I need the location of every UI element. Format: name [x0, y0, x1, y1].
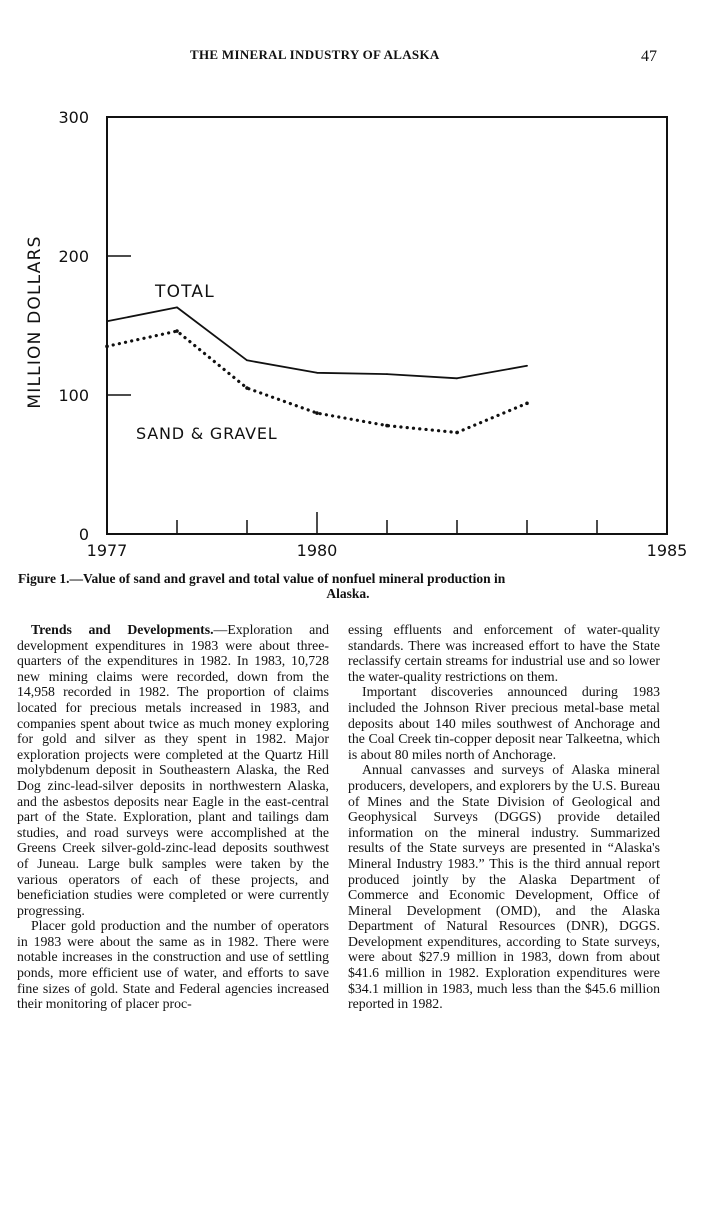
plot-frame — [107, 117, 667, 534]
data-point — [315, 411, 319, 415]
y-tick-label: 200 — [58, 247, 89, 266]
figure-caption — [18, 571, 678, 601]
line-chart — [0, 95, 712, 565]
data-point — [455, 431, 459, 435]
caption-line-2: Alaska. — [326, 586, 370, 601]
data-point — [105, 345, 109, 349]
chart-ticks — [58, 108, 687, 560]
x-tick-label: 1980 — [296, 541, 338, 560]
data-point — [316, 372, 318, 374]
chart-series — [105, 307, 529, 435]
y-tick-label: 300 — [58, 108, 89, 127]
data-point — [176, 307, 178, 309]
section-run-in-heading: Trends and Developments. — [31, 622, 214, 637]
data-point — [385, 424, 389, 428]
data-point — [386, 373, 388, 375]
series-line-sand-gravel — [107, 331, 527, 432]
series-line-total — [107, 307, 527, 378]
data-point — [106, 320, 108, 322]
paragraph: essing effluents and enforcement of water-quality standards. There was increased effort to have the State reclassify certain streams for industrial use and so lower the water-quality restrictions on them. — [348, 622, 660, 684]
paragraph-text: —Exploration and development expenditures in 1983 were about three-quarters of the expenditures in 1982. In 1983, 10,728 new mining claims were recorded, down from the 14,958 recorded in 1982. The proportion of claims located for precious metals increased in 1983, and companies spent about twice as much money exploring for gold and silver as they spent in 1982. Major exploration projects were completed at the Quartz Hill molybdenum deposit in Southeastern Alaska, the Red Dog zinc-lead-silver deposits in northwestern Alaska, and the asbestos deposits near Eagle in the east-central part of the State. Exploration, plant and tailings dam studies, and road surveys were accomplished at the Greens Creek silver-gold-zinc-lead deposits southwest of Juneau. Large bulk samples were taken by the various operators of each of these projects, and beneficiation studies were completed or were currently progressing. — [17, 622, 329, 918]
data-point — [175, 329, 179, 333]
paragraph: Annual canvasses and surveys of Alaska mineral producers, developers, and explorers by the U.S. Bureau of Mines and the State Division of Geological and Geophysical Surveys (DGGS) provide detailed information on the mineral industry. Summarized results of the State surveys are presented in “Alaska's Mineral Industry 1983.” This is the third annual report produced jointly by the Alaska Department of Commerce and Economic Development, Office of Mineral Development (OMD), and the Alaska Department of Natural Resources (DNR), DGGS. Development expenditures, according to State surveys, were about $27.9 million in 1983, down from about $41.6 million in 1982. Exploration expenditures were $34.1 million in 1983, much less than the $45.6 million reported in 1982. — [348, 762, 660, 1012]
series-label-total: TOTAL — [155, 282, 215, 302]
data-point — [245, 386, 249, 390]
data-point — [525, 402, 529, 406]
data-point — [526, 365, 528, 367]
chart-axes — [107, 117, 667, 534]
data-point — [456, 377, 458, 379]
paragraph: Placer gold production and the number of operators in 1983 were about the same as in 1982. There were notable increases in the construction and use of settling ponds, more efficient use of water, and efforts to save fine sizes of gold. State and Federal agencies increased their monitoring of placer proc- — [17, 918, 329, 1012]
body-column-left — [17, 622, 329, 1012]
y-tick-label: 100 — [58, 386, 89, 405]
series-label-sand-gravel: SAND & GRAVEL — [136, 424, 278, 443]
x-tick-label: 1977 — [86, 541, 128, 560]
body-column-right — [348, 622, 660, 1012]
y-axis-title: MILLION DOLLARS — [25, 235, 45, 409]
data-point — [246, 359, 248, 361]
paragraph: Important discoveries announced during 1983 included the Johnson River precious metal-base metal deposits about 140 miles southwest of Anchorage and the Coal Creek tin-copper deposit near Talkeetna, which is about 80 miles north of Anchorage. — [348, 684, 660, 762]
paragraph — [17, 622, 329, 918]
x-tick-label: 1985 — [646, 541, 688, 560]
page-number: 47 — [641, 48, 657, 65]
caption-line-1: Figure 1.—Value of sand and gravel and total value of nonfuel mineral production in — [18, 571, 506, 586]
y-tick-label: 0 — [78, 525, 89, 544]
running-title: THE MINERAL INDUSTRY OF ALASKA — [190, 47, 440, 62]
